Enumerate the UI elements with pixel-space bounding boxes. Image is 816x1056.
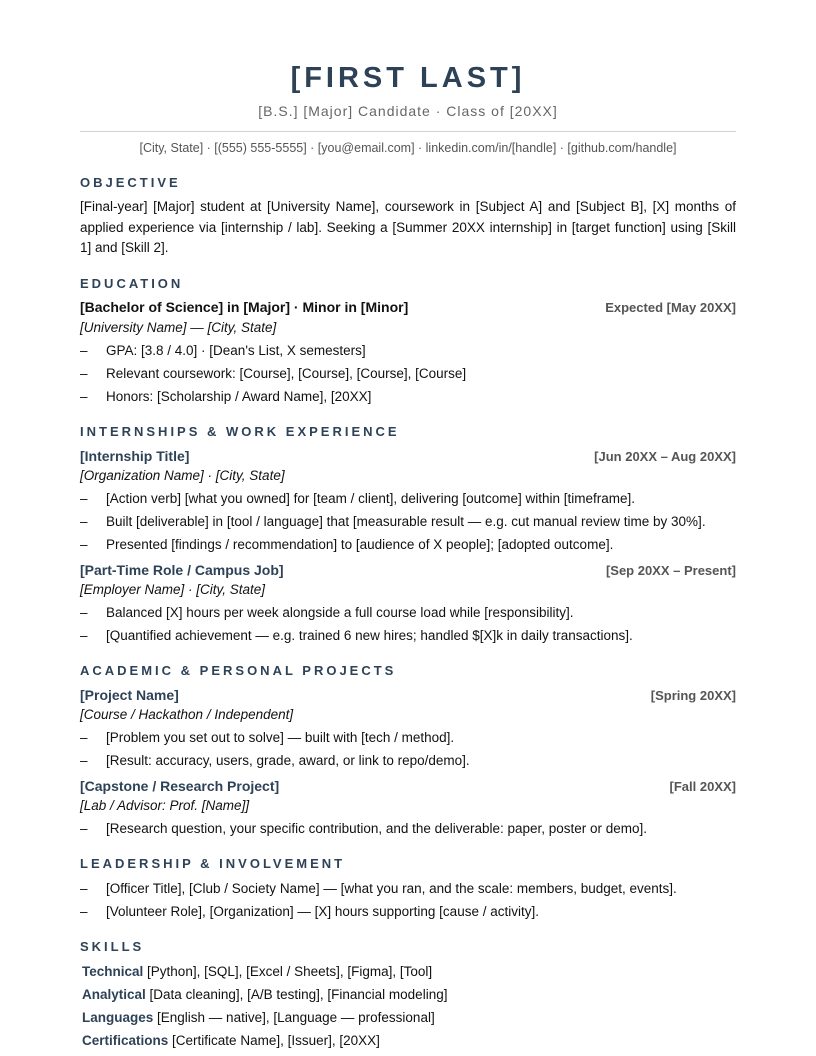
project-context: [Lab / Advisor: Prof. [Name]] [80,798,250,813]
degree-title: [Bachelor of Science] in [Major] · Minor in [Minor] [80,299,409,315]
skill-row [82,987,447,1002]
section-heading-leadership: LEADERSHIP & INVOLVEMENT [80,856,346,871]
project-date: [Fall 20XX] [669,779,736,794]
project-title: [Project Name] [80,687,179,703]
job-organization: [Employer Name] · [City, State] [80,582,266,597]
skill-row [82,964,432,979]
skill-value: [Certificate Name], [Issuer], [20XX] [172,1033,380,1048]
skill-label: Technical [82,964,144,979]
job-entry-header [80,448,736,468]
skill-value: [Python], [SQL], [Excel / Sheets], [Figma], [Tool] [147,964,433,979]
job-date: [Sep 20XX – Present] [605,563,736,578]
skill-value: [Data cleaning], [A/B testing], [Financial modeling] [149,987,448,1002]
skill-label: Certifications [82,1033,169,1048]
job-title: [Internship Title] [80,448,190,464]
contact-line: [City, State] · [(555) 555-5555] · [you@email.com] · linkedin.com/in/[handle] · [github.com/handle] [139,141,677,155]
header-divider [80,131,736,132]
project-entry-header [80,778,736,798]
candidate-subtitle: [B.S.] [Major] Candidate · Class of [20XX] [258,103,558,119]
project-date: [Spring 20XX] [650,688,736,703]
skill-value: [English — native], [Language — professional] [157,1010,435,1025]
section-heading-experience: INTERNSHIPS & WORK EXPERIENCE [80,424,400,439]
skill-label: Languages [82,1010,154,1025]
job-entry-header [80,562,736,582]
section-heading-skills: SKILLS [80,939,145,954]
section-heading-objective: OBJECTIVE [80,175,181,190]
job-date: [Jun 20XX – Aug 20XX] [594,449,736,464]
section-heading-projects: ACADEMIC & PERSONAL PROJECTS [80,663,397,678]
project-title: [Capstone / Research Project] [80,778,280,794]
education-date: Expected [May 20XX] [605,300,736,315]
skill-row [82,1033,380,1048]
job-organization: [Organization Name] · [City, State] [80,468,285,483]
job-title: [Part-Time Role / Campus Job] [80,562,284,578]
skill-label: Analytical [82,987,146,1002]
section-heading-education: EDUCATION [80,276,184,291]
objective-text: [Final-year] [Major] student at [University Name], coursework in [Subject A] and [Subject B], [X] months of applied experience via [internship / lab]. Seeking a [Summer 20XX internship] in [target function] using [Skill 1] and [Skill 2]. [80,199,736,255]
skill-row [82,1010,435,1025]
project-context: [Course / Hackathon / Independent] [80,707,294,722]
education-entry-header [80,299,736,319]
project-entry-header [80,687,736,707]
candidate-name: [FIRST LAST] [290,62,526,94]
school-line: [University Name] — [City, State] [80,320,277,335]
